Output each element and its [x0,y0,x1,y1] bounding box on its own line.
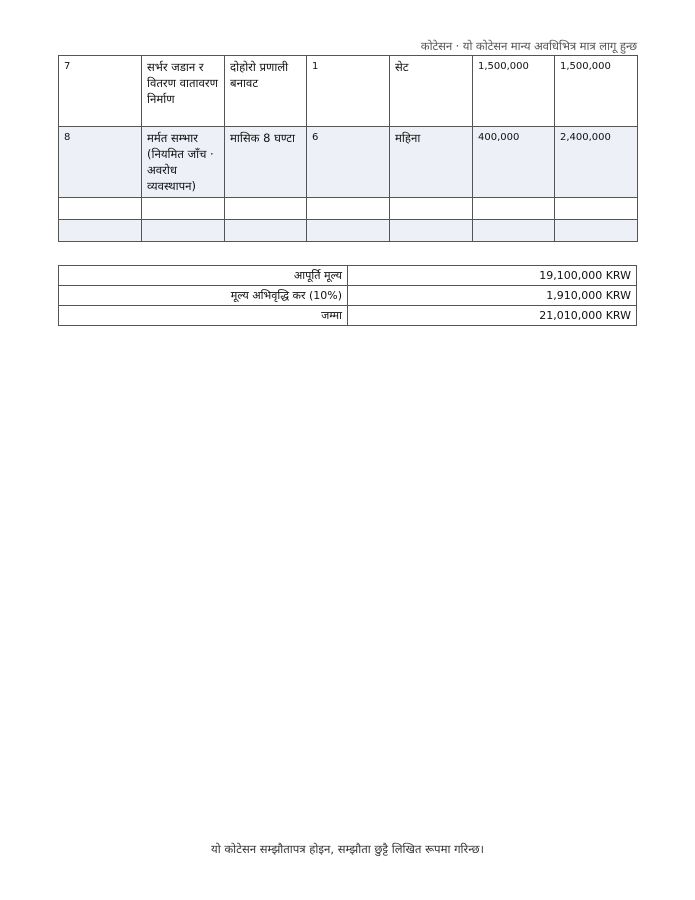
item-name: सर्भर जडान र वितरण वातावरण निर्माण [142,56,225,127]
empty-cell [473,220,555,242]
item-spec: दोहोरो प्रणाली बनावट [225,56,307,127]
vat-label: मूल्य अभिवृद्धि कर (10%) [59,286,348,306]
item-quantity: 1 [307,56,390,127]
vat-row [59,286,637,306]
item-unit-price: 400,000 [473,127,555,198]
supply-value-label: आपूर्ति मूल्य [59,266,348,286]
item-unit: सेट [390,56,473,127]
empty-cell [225,220,307,242]
item-name: मर्मत सम्भार (नियमित जाँच · अवरोध व्यवस्थापन) [142,127,225,198]
empty-cell [390,198,473,220]
empty-cell [307,198,390,220]
empty-cell [142,198,225,220]
empty-cell [390,220,473,242]
empty-cell [225,198,307,220]
totals-table [58,265,637,326]
grand-total-value: 21,010,000 KRW [348,306,637,326]
empty-cell [142,220,225,242]
item-spec: मासिक 8 घण्टा [225,127,307,198]
empty-table-row [59,198,638,220]
page-header-note: कोटेसन · यो कोटेसन मान्य अवधिभित्र मात्र लागू हुन्छ [420,39,637,53]
line-items-table [58,55,638,242]
empty-cell [473,198,555,220]
item-unit-price: 1,500,000 [473,56,555,127]
item-number: 7 [59,56,142,127]
supply-value-row [59,266,637,286]
empty-cell [59,220,142,242]
table-row [59,127,638,198]
table-row [59,56,638,127]
empty-table-row [59,220,638,242]
vat-value: 1,910,000 KRW [348,286,637,306]
item-amount: 2,400,000 [555,127,638,198]
grand-total-label: जम्मा [59,306,348,326]
item-quantity: 6 [307,127,390,198]
empty-cell [307,220,390,242]
item-unit: महिना [390,127,473,198]
empty-cell [59,198,142,220]
grand-total-row [59,306,637,326]
item-amount: 1,500,000 [555,56,638,127]
item-number: 8 [59,127,142,198]
empty-cell [555,198,638,220]
page-footer-note: यो कोटेसन सम्झौतापत्र होइन, सम्झौता छुट्टै लिखित रूपमा गरिन्छ। [211,842,484,856]
empty-cell [555,220,638,242]
supply-value: 19,100,000 KRW [348,266,637,286]
